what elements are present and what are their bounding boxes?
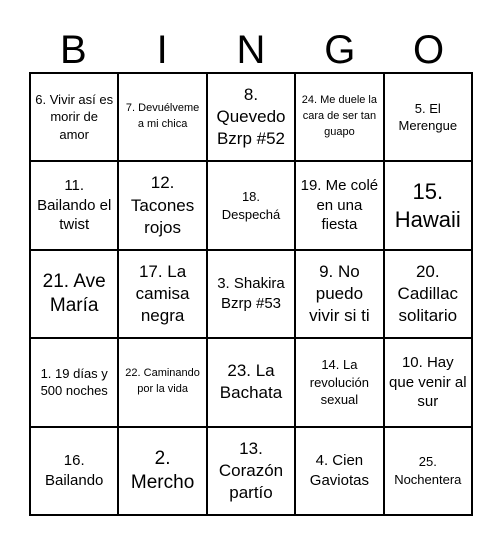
bingo-cell[interactable]: 4. Cien Gaviotas [296,428,384,516]
header-letter-g: G [324,28,356,72]
bingo-cell[interactable]: 12. Tacones rojos [119,162,207,250]
bingo-cell[interactable]: 17. La camisa negra [119,251,207,339]
bingo-cell[interactable]: 14. La revolución sexual [296,339,384,427]
bingo-cell[interactable]: 19. Me colé en una fiesta [296,162,384,250]
bingo-cell[interactable]: 22. Caminando por la vida [119,339,207,427]
bingo-cell[interactable]: 10. Hay que venir al sur [385,339,473,427]
bingo-cell[interactable]: 6. Vivir así es morir de amor [31,74,119,162]
header-letter-n: N [236,28,266,72]
bingo-cell[interactable]: 16. Bailando [31,428,119,516]
header-letter-i: I [156,28,168,72]
bingo-cell[interactable]: 5. El Merengue [385,74,473,162]
bingo-cell[interactable]: 8. Quevedo Bzrp #52 [208,74,296,162]
bingo-card-grid [29,72,473,516]
bingo-cell[interactable]: 1. 19 días y 500 noches [31,339,119,427]
bingo-cell[interactable]: 7. Devuélveme a mi chica [119,74,207,162]
bingo-cell[interactable]: 9. No puedo vivir si ti [296,251,384,339]
bingo-cell[interactable]: 3. Shakira Bzrp #53 [208,251,296,339]
bingo-cell[interactable]: 20. Cadillac solitario [385,251,473,339]
header-letter-o: O [413,28,445,72]
bingo-cell[interactable]: 11. Bailando el twist [31,162,119,250]
bingo-cell[interactable]: 23. La Bachata [208,339,296,427]
bingo-cell[interactable]: 2. Mercho [119,428,207,516]
bingo-cell[interactable]: 21. Ave María [31,251,119,339]
bingo-cell[interactable]: 15. Hawaii [385,162,473,250]
bingo-cell[interactable]: 13. Corazón partío [208,428,296,516]
bingo-cell[interactable]: 18. Despechá [208,162,296,250]
bingo-header [29,22,473,72]
bingo-cell[interactable]: 25. Nochentera [385,428,473,516]
bingo-cell[interactable]: 24. Me duele la cara de ser tan guapo [296,74,384,162]
header-letter-b: B [60,28,87,72]
